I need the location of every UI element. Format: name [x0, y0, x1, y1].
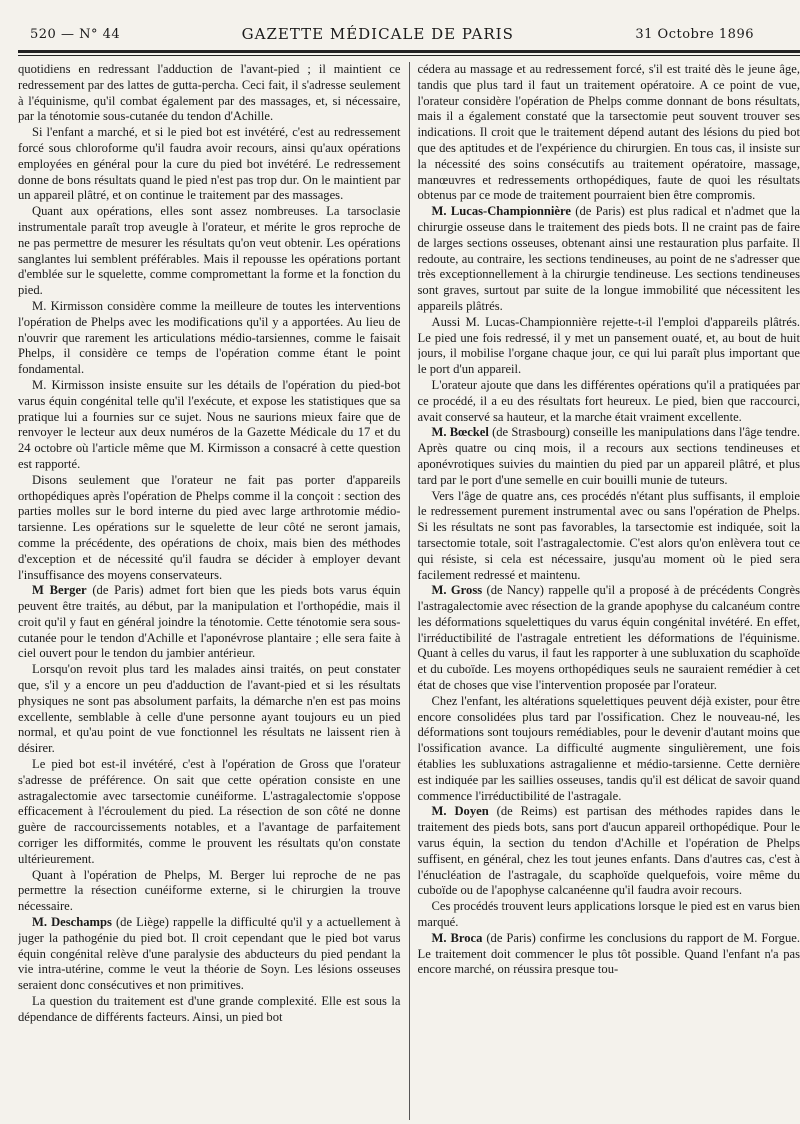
- paragraph-text: M. Kirmisson insiste ensuite sur les détails de l'opération du pied-bot varus équin congénital telle qu'il l'exécute, et expose les statistiques que sa pratique lui a fournies sur ce sujet. Nous ne saurions mieux faire que de renvoyer le lecteur aux deux numéros de la Gazette Médicale du 17 et du 24 octobre où l'article même que M. Kirmisson a consacré à cette question est rapporté.: [18, 377, 401, 471]
- paragraph-text: Aussi M. Lucas-Championnière rejette-t-il l'emploi d'appareils plâtrés. Le pied une fois redressé, il y met un pansement ouaté, et, au bout de huit jours, il mobilise l'organe chaque jour, ce qui lui paraît plus important que le port d'un appareil.: [417, 314, 800, 377]
- paragraph-text: Lorsqu'on revoit plus tard les malades ainsi traités, on peut constater que, s'il y a encore un peu d'adduction de l'avant-pied et si les résultats physiques ne sont pas absolument parfaits, la démarche n'en est pas moins excellente, semblable à celle d'une personne ayant toujours eu un pied normal, et qu'au point de vue fonctionnel les résultats ne laissent rien à désirer.: [18, 662, 401, 756]
- paragraph: [418, 315, 800, 378]
- paragraph: [18, 757, 401, 868]
- paragraph-text: Vers l'âge de quatre ans, ces procédés n'étant plus suffisants, il emploie le redressement purement instrumental avec ou sans l'opération de Phelps. Si les résultats ne sont pas favorables, la tarsectomie est indiquée, soit la tarsectomie totale, soit l'astragalectomie. C'est alors qu'on enlèvera tout ce qui résiste, si cela est nécessaire, jusqu'au moment où le pied sera facilement redressé et maintenu.: [417, 488, 800, 582]
- paragraph-text: Quant à l'opération de Phelps, M. Berger lui reproche de ne pas permettre la résection cunéiforme externe, si le chirurgien la trouve nécessaire.: [18, 867, 401, 914]
- page-header: [30, 20, 754, 48]
- paragraph: [418, 62, 800, 204]
- paragraph: [18, 125, 401, 204]
- paragraph: [18, 204, 401, 299]
- paragraph: [18, 378, 401, 473]
- paragraph: [18, 473, 401, 584]
- speaker-name: M. Bœckel: [431, 425, 489, 440]
- speaker-name: M. Lucas-Championnière: [431, 204, 571, 219]
- column-divider: [409, 62, 410, 1120]
- left-column: [18, 62, 401, 1120]
- header-rule: [18, 50, 800, 56]
- paragraph: [418, 489, 800, 584]
- speaker-name: M. Deschamps: [32, 915, 112, 930]
- paragraph-text: (de Paris) confirme les conclusions du rapport de M. Forgue. Le traitement doit commencer le plus tôt possible. Quand l'enfant n'a pas encore marché, on réussira presque tou-: [417, 930, 800, 977]
- speaker-name: M Berger: [32, 583, 87, 598]
- paragraph: [18, 868, 401, 915]
- paragraph-text: Le pied bot est-il invétéré, c'est à l'opération de Gross que l'orateur s'adresse de préférence. On sait que cette opération consiste en une astragalectomie avec tarsectomie cunéiforme. L'astragalectomie s'oppose efficacement à l'écroulement du pied. La résection de son côté ne donne guère de raccourcissements notables, et a l'avantage de parfaitement corriger les difformités, comme le prouvent les résultats qu'on constate ultérieurement.: [18, 757, 401, 866]
- paragraph-text: Quant aux opérations, elles sont assez nombreuses. La tarsoclasie instrumentale paraît trop aveugle à l'orateur, et mérite le gros reproche de ne pas permettre de mesurer les résultats qu'on veut obtenir. Les opérations sanglantes lui semblent préférables. Mais il repousse les opérations portant d'emblée sur le squelette, comme compromettant la forme et la fonction du pied.: [18, 204, 401, 298]
- journal-title: GAZETTE MÉDICALE DE PARIS: [241, 25, 514, 43]
- paragraph: [18, 62, 401, 125]
- paragraph-text: M. Kirmisson considère comme la meilleure de toutes les interventions l'opération de Phelps avec les modifications qu'il y a apportées. Au lieu de n'ouvrir que rarement les articulations médio-tarsiennes, comme le faisait Phelps, il considère ce temps de l'opération comme étant le point fondamental.: [18, 298, 401, 377]
- speaker-name: M. Doyen: [431, 804, 489, 819]
- paragraph: [418, 899, 800, 931]
- right-column: [418, 62, 800, 1120]
- article-body: [18, 62, 800, 1120]
- speaker-name: M. Gross: [431, 583, 483, 598]
- paragraph-text: (de Liège) rappelle la difficulté qu'il y a actuellement à juger la pathogénie du pied bot. Il croit cependant que le pied bot varus équin congénital relève d'une paralysie des abducteurs du pied pendant la vie intra-utérine, comme le veut la théorie de Soyn. Les lésions osseuses seraient donc consécutives et non primitives.: [18, 915, 401, 993]
- paragraph: [418, 425, 800, 488]
- paragraph: [418, 931, 800, 978]
- paragraph: [418, 204, 800, 315]
- paragraph: [18, 583, 401, 662]
- paragraph: [18, 299, 401, 378]
- issue-date: 31 Octobre 1896: [635, 26, 754, 42]
- paragraph-text: Si l'enfant a marché, et si le pied bot est invétéré, c'est au redressement forcé sous chloroforme qu'il faudra avoir recours, ainsi qu'aux opérations employées en général pour la cure du pied bot invétéré. Le redressement donne de bons résultats quand le pied n'est pas trop dur. On le maintient par un appareil plâtré, et on continue le traitement par des massages.: [18, 125, 401, 203]
- page-number: 520 — N° 44: [30, 26, 121, 42]
- paragraph-text: Ces procédés trouvent leurs applications lorsque le pied est en varus bien marqué.: [417, 899, 800, 930]
- paragraph: [18, 915, 401, 994]
- speaker-name: M. Broca: [431, 930, 483, 945]
- paragraph-text: cédera au massage et au redressement forcé, s'il est traité dès le jeune âge, tandis que plus tard il faut un traitement opératoire. A ce point de vue, l'orateur considère l'opération de Phelps comme donnant de bons résultats, mais il a également constaté que la tarsectomie peut souvent trouver ses indications. Il croit que le traitement dépend autant des lésions du pied bot que des aptitudes et de l'expérience du chirurgien. En tous cas, il insiste sur la nécessité des soins consécutifs au traitement opératoire, massage, manœuvres et redressements orthopédiques, faute de quoi les résultats obtenus par ce mode de traitement pourraient bien être compromis.: [417, 62, 800, 203]
- paragraph-text: (de Reims) est partisan des méthodes rapides dans le traitement des pieds bots, sans port d'aucun appareil orthopédique. Pour le varus équin, la section du tendon d'Achille et l'opération de Phelps suffisent, en général, chez les tout jeunes enfants. Dans d'autres cas, c'est à l'énucléation de l'astragale, du scaphoïde quelquefois, voire même du cuboïde ou de l'apophyse calcanéenne qu'il faudra avoir recours.: [417, 804, 800, 898]
- paragraph: [418, 804, 800, 899]
- paragraph-text: (de Paris) admet fort bien que les pieds bots varus équin peuvent être traités, au début, par la manipulation et l'orthopédie, mais il croit qu'il y faut en général joindre la ténotomie. Cette ténotomie sera sous-cutanée pour le tendon d'Achille et l'aponévrose plantaire ; elle sera faite à ciel ouvert pour le tendon du jambier antérieur.: [18, 583, 401, 661]
- paragraph-text: Disons seulement que l'orateur ne fait pas porter d'appareils orthopédiques après l'opération de Phelps comme il la conçoit : section des parties molles sur le bord interne du pied avec large arthrotomie médio-tarsienne. Les opérations sur le squelette de leur côté ne seront jamais, comme la précédente, des opérations de choix, mais bien des méthodes d'exception et de nécessité qu'il faudra se décider à employer devant l'insuffisance des moyens conservateurs.: [18, 472, 401, 582]
- paragraph: [418, 378, 800, 425]
- paragraph: [418, 694, 800, 805]
- paragraph-text: (de Nancy) rappelle qu'il a proposé à de précédents Congrès l'astragalectomie avec résection de la grande apophyse du calcanéum contre les déformations squelettiques du varus équin congénital invétéré. En effet, l'irréductibilité de l'astragale entretient les déformations de l'équinisme. Quant à celles du varus, il faut les rapporter à une subluxation du scaphoïde et du cuboïde. Les moyens orthopédiques seuls ne sauraient remédier à cet état de choses que vise l'intervention proposée par l'orateur.: [417, 583, 800, 693]
- paragraph-text: Chez l'enfant, les altérations squelettiques peuvent déjà exister, pour être encore consolidées plus tard par l'ossification. Chez le nouveau-né, les déformations sont toujours remédiables, pour le devenir d'autant moins que l'ossification avance. La difficulté augmente singulièrement, une fois établies les subluxations astragalienne et médio-tarsienne. Cette dernière est indiquée par les saillies osseuses, tandis qu'il est délicat de savoir quand commence l'irréductibilité de l'astragale.: [417, 693, 800, 803]
- paragraph: [18, 662, 401, 757]
- paragraph-text: La question du traitement est d'une grande complexité. Elle est sous la dépendance de différents facteurs. Ainsi, un pied bot: [18, 994, 401, 1024]
- paragraph: [18, 994, 401, 1026]
- paragraph-text: quotidiens en redressant l'adduction de l'avant-pied ; il maintient ce redressement par des lattes de gutta-percha. Ceci fait, il s'adresse seulement à l'équinisme, qu'il combat également par des massages, et, si nécessaire, par la ténotomie sous-cutanée du tendon d'Achille.: [18, 62, 401, 124]
- paragraph-text: (de Paris) est plus radical et n'admet que la chirurgie osseuse dans le traitement des pieds bots. Il ne craint pas de faire de larges sections osseuses, obtenant ainsi une restauration plus parfaite. Il redoute, au contraire, les sections tendineuses, au point de ne s'adresser que très exceptionnellement à la chirurgie tendineuse. Les sections tendineuses sont graves, surtout par suite de la longue immobilité que nécessitent les appareils plâtrés.: [417, 204, 800, 313]
- paragraph-text: L'orateur ajoute que dans les différentes opérations qu'il a pratiquées par ce procédé, il a eu des résultats fort heureux. Le pied, bien que raccourci, avait conservé sa hauteur, et la marche était vraiment excellente.: [417, 377, 800, 424]
- paragraph-text: (de Strasbourg) conseille les manipulations dans l'âge tendre. Après quatre ou cinq mois, il a recours aux sections tendineuses et aponévrotiques suivies du maintien du pied par un appareil plâtré, et plus tard par le port d'une semelle en cuir bouilli munie de tuteurs.: [417, 425, 800, 487]
- paragraph: [418, 583, 800, 694]
